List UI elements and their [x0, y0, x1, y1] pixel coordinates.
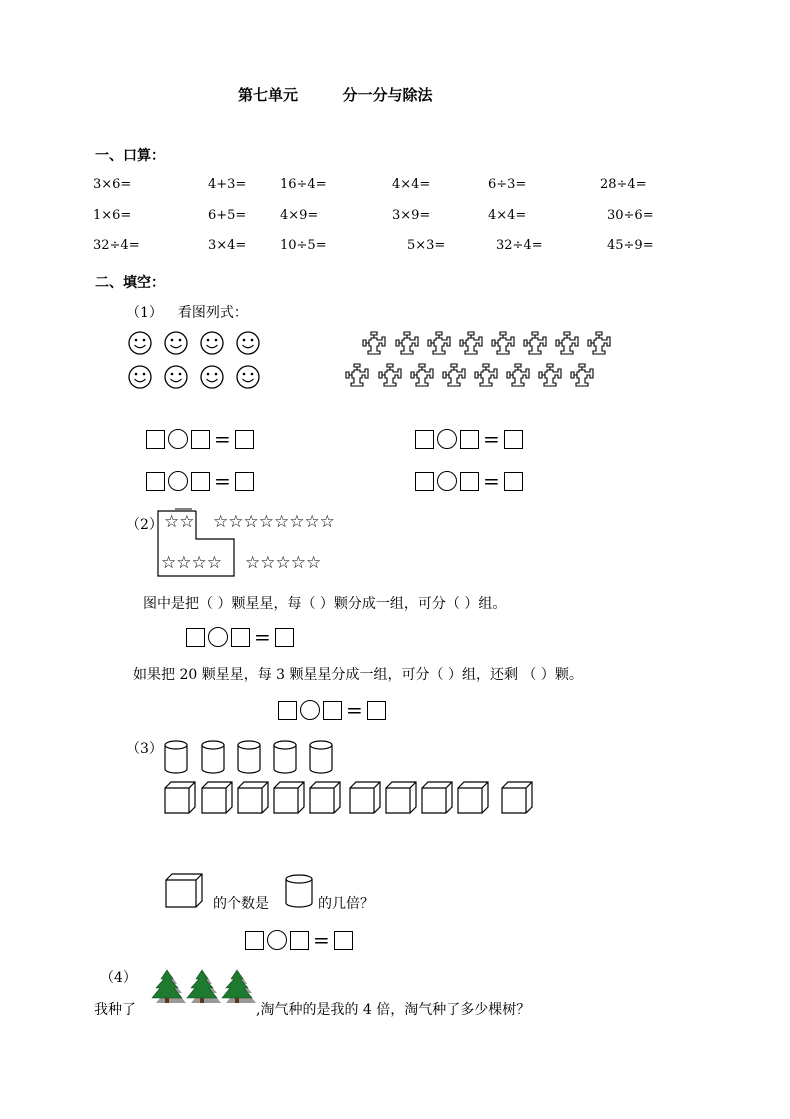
cube-icon	[350, 782, 380, 813]
answer-box[interactable]	[146, 430, 165, 449]
smiley-face-icon	[165, 366, 187, 388]
q1-heading	[126, 302, 248, 322]
cross-shape-icon	[475, 364, 497, 386]
answer-box[interactable]	[235, 472, 254, 491]
oral-problem: 4+3=	[208, 177, 247, 192]
cross-shapes-group	[345, 331, 615, 393]
answer-box[interactable]	[245, 931, 264, 950]
q3-text-a: 的个数是	[213, 896, 269, 912]
cross-shape-icon	[379, 364, 401, 386]
cross-shape-icon	[571, 364, 593, 386]
answer-box[interactable]	[504, 430, 523, 449]
oral-problem: 3×4=	[208, 238, 247, 253]
cross-shape-icon	[428, 332, 450, 354]
smiley-faces-group	[128, 331, 268, 393]
cylinder-icon	[274, 741, 296, 773]
oral-problem: 4×4=	[488, 208, 527, 223]
cross-shape-icon	[588, 332, 610, 354]
tree-icon	[152, 970, 186, 1003]
q3-label: （3）	[126, 741, 163, 757]
q1-label: （1）	[126, 305, 163, 321]
answer-box[interactable]	[275, 628, 294, 647]
q2-equation-2	[278, 700, 386, 720]
answer-box[interactable]	[415, 472, 434, 491]
cross-shape-icon	[507, 364, 529, 386]
oral-problem: 30÷6=	[607, 208, 654, 223]
cube-icon	[310, 782, 340, 813]
q1-equation-4	[415, 471, 523, 491]
smiley-face-icon	[201, 366, 223, 388]
q4-text-b: ,淘气种的是我的 4 倍，淘气种了多少棵树？	[256, 1002, 531, 1018]
unit-topic: 分一分与除法	[342, 86, 433, 104]
q1-equation-1	[146, 429, 254, 449]
equals-sign: =	[483, 469, 500, 493]
cube-icon	[165, 782, 195, 813]
oral-problem: 5×3=	[407, 238, 446, 253]
operator-circle[interactable]	[267, 930, 287, 950]
smiley-face-icon	[237, 332, 259, 354]
cross-shape-icon	[411, 364, 433, 386]
cube-icon	[274, 782, 304, 813]
q3-equation	[245, 930, 353, 950]
q1-equation-3	[415, 429, 523, 449]
oral-problem: 32÷4=	[93, 238, 140, 253]
oral-problem: 1×6=	[93, 208, 132, 223]
cross-shape-icon	[556, 332, 578, 354]
q2-question-1: 图中是把（ ）颗星星，每（ ）颗分成一组，可分（ ）组。	[143, 596, 507, 612]
cross-shape-icon	[443, 364, 465, 386]
oral-problem: 4×9=	[280, 208, 319, 223]
cylinder-icon	[238, 741, 260, 773]
cubes-group	[164, 781, 544, 817]
operator-circle[interactable]	[437, 471, 457, 491]
section-fill-heading: 二、填空：	[95, 275, 165, 291]
cylinder-icon	[165, 741, 187, 773]
cube-icon	[502, 782, 532, 813]
answer-box[interactable]	[334, 931, 353, 950]
operator-circle[interactable]	[437, 429, 457, 449]
oral-problem: 3×6=	[93, 177, 132, 192]
answer-box[interactable]	[191, 430, 210, 449]
cross-shape-icon	[346, 364, 368, 386]
cross-shape-icon	[524, 332, 546, 354]
oral-problem: 4×4=	[392, 177, 431, 192]
q2-label: （2）	[126, 517, 163, 533]
smiley-face-icon	[201, 332, 223, 354]
answer-box[interactable]	[278, 701, 297, 720]
equals-sign: =	[313, 928, 330, 952]
operator-circle[interactable]	[208, 627, 228, 647]
cylinders-group	[164, 740, 344, 776]
q4-text-a: 我种了	[94, 1002, 136, 1018]
cross-shape-icon	[363, 332, 385, 354]
answer-box[interactable]	[146, 472, 165, 491]
cylinder-icon	[202, 741, 224, 773]
cube-icon	[202, 782, 232, 813]
answer-box[interactable]	[504, 472, 523, 491]
tree-icon	[222, 970, 256, 1003]
trees-group	[150, 968, 262, 1008]
q2-stars-row2-left: ☆☆☆☆	[161, 553, 222, 573]
answer-box[interactable]	[186, 628, 205, 647]
oral-problem: 28÷4=	[600, 177, 647, 192]
smiley-face-icon	[165, 332, 187, 354]
q2-equation-1	[186, 627, 294, 647]
equals-sign: =	[214, 427, 231, 451]
q1-text: 看图列式：	[177, 305, 248, 321]
oral-problem: 45÷9=	[607, 238, 654, 253]
answer-box[interactable]	[415, 430, 434, 449]
answer-box[interactable]	[367, 701, 386, 720]
page-title	[238, 84, 433, 105]
cross-shape-icon	[396, 332, 418, 354]
equals-sign: =	[346, 698, 363, 722]
answer-box[interactable]	[323, 701, 342, 720]
answer-box[interactable]	[191, 472, 210, 491]
answer-box[interactable]	[460, 472, 479, 491]
cross-shape-icon	[539, 364, 561, 386]
smiley-face-icon	[129, 332, 151, 354]
oral-problem: 32÷4=	[496, 238, 543, 253]
cube-icon	[422, 782, 452, 813]
cross-shape-icon	[460, 332, 482, 354]
answer-box[interactable]	[290, 931, 309, 950]
cube-icon	[165, 873, 205, 909]
q2-stars-row1-left: ☆☆	[164, 512, 195, 532]
section-oral-heading: 一、口算：	[95, 148, 165, 164]
answer-box[interactable]	[231, 628, 250, 647]
q1-equation-2	[146, 471, 254, 491]
q2-question-2: 如果把 20 颗星星，每 3 颗星星分成一组，可分（ ）组，还剩 （ ）颗。	[133, 667, 583, 683]
oral-problem: 6÷3=	[488, 177, 527, 192]
operator-circle[interactable]	[168, 471, 188, 491]
cube-icon	[386, 782, 416, 813]
equals-sign: =	[483, 427, 500, 451]
cube-icon	[458, 782, 488, 813]
oral-problem: 3×9=	[392, 208, 431, 223]
smiley-face-icon	[129, 366, 151, 388]
q2-stars-row1-right: ☆☆☆☆☆☆☆☆	[213, 512, 335, 532]
q3-text-b: 的几倍？	[318, 896, 374, 912]
oral-problem: 10÷5=	[280, 238, 327, 253]
oral-problem: 16÷4=	[280, 177, 327, 192]
operator-circle[interactable]	[300, 700, 320, 720]
equals-sign: =	[254, 625, 271, 649]
cube-icon	[238, 782, 268, 813]
smiley-face-icon	[237, 366, 259, 388]
q4-label: （4）	[100, 970, 137, 986]
q2-stars-row2-right: ☆☆☆☆☆	[245, 553, 322, 573]
oral-problem: 6+5=	[208, 208, 247, 223]
equals-sign: =	[214, 469, 231, 493]
unit-label: 第七单元	[238, 86, 299, 104]
cylinder-icon	[285, 874, 315, 910]
cross-shape-icon	[492, 332, 514, 354]
answer-box[interactable]	[460, 430, 479, 449]
cylinder-icon	[310, 741, 332, 773]
tree-icon	[187, 970, 221, 1003]
answer-box[interactable]	[235, 430, 254, 449]
operator-circle[interactable]	[168, 429, 188, 449]
